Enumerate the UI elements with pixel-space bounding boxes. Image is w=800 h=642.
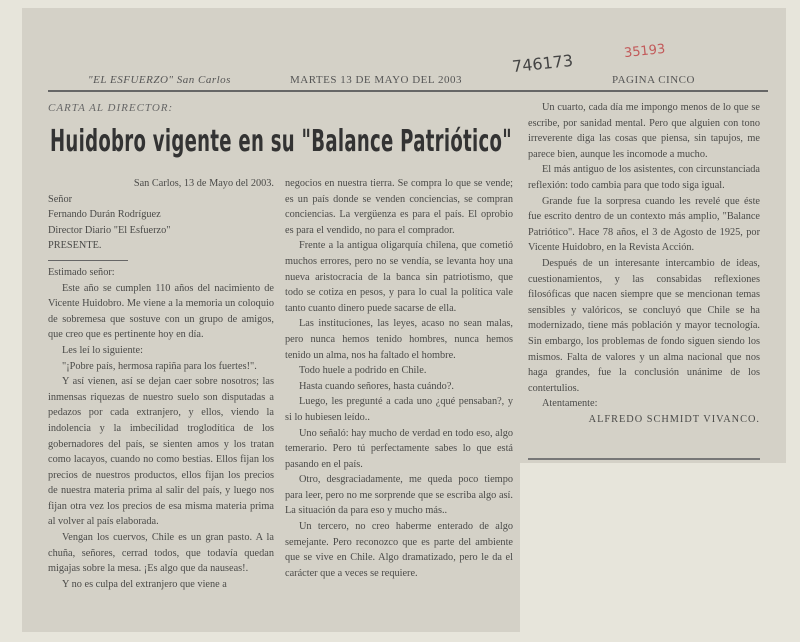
paragraph: Hasta cuando señores, hasta cuándo?. [299,380,454,392]
paragraph: Grande fue la sorpresa cuando les revelé que éste fue escrito dentro de un contexto más amplio, "Balance Patriótico". Hace 78 años, el 3 de Agosto de 1925, por Vicente Huidobro, en la Revista Acción. [528,195,760,254]
paragraph: Un tercero, no creo haberme enterado de algo semejante. Pero reconozco que es parte del ambiente que se vive en Chile. Algo dramatizado, pero le da el carácter que a veces se requiere. [285,521,513,579]
salutation: Señor [48,193,73,205]
paragraph: Uno señaló: hay mucho de verdad en todo eso, algo temerario. Pero tú perfectamente sabes lo que está pasando en el país. [285,427,513,470]
paragraph: Frente a la antigua oligarquía chilena, que cometió muchos errores, pero no se vendía, se levanta hoy una nueva aristocracia de la banca sin patriotismo, que todo se cotiza en pesos, y para lo cual la política vale tanto cuanto dinero puede sacarse de ella. [285,240,513,314]
separator [48,260,128,261]
issue-date: MARTES 13 DE MAYO DEL 2003 [290,74,462,86]
recipient-name: Fernando Durán Rodríguez [48,209,161,221]
paragraph: Después de un interesante intercambio de ideas, cuestionamientos, y las consabidas reflexiones filosóficas que nacen siempre que se mencionan temas sensibles y valóricos, se concluyó que Chile se ha modernizado, tiene más población y mayor tecnología. Sin embargo, los problemas de fondo siguen siendo los mismos. Falta de valores y un alma nacional que nos haga grandes, fue la conclusión unánime de los contertulios. [528,257,760,394]
column-1 [48,176,274,592]
paragraph: Todo huele a podrido en Chile. [299,365,427,377]
handwritten-red-number: 35193 [623,41,667,62]
paper-name: "EL ESFUERZO" San Carlos [88,74,231,86]
paragraph: Les leí lo siguiente: [62,344,143,356]
column-3 [528,100,760,427]
place-date: San Carlos, 13 de Mayo del 2003. [133,178,274,189]
signature: ALFREDO SCHMIDT VIVANCO. [588,413,760,425]
headline: Huidobro vigente en su "Balance Patriótico" [50,124,512,159]
cut-edge-rule [528,458,760,460]
paragraph: Las instituciones, las leyes, acaso no sean malas, pero nunca hemos tenido hombres, nunca hemos tenido un alma, nos ha faltado el hombre. [285,318,513,361]
paragraph: Otro, desgraciadamente, me queda poco tiempo para leer, pero no me sorprende que se escriba algo así. La situación da para eso y mucho más.. [285,474,513,517]
presente: PRESENTE. [48,240,102,252]
paragraph: El más antiguo de los asistentes, con circunstanciada reflexión: todo cambia para que todo siga igual. [528,164,760,191]
header-rule [48,90,768,92]
handwritten-number: 746173 [511,50,574,77]
paragraph: Un cuarto, cada día me impongo menos de lo que se escribe, por sanidad mental. Pero que alguien con tono irreverente diga las cosas que piensa, sin tapujos, me parece bien, aunque les incomode a mucho. [528,102,760,160]
paragraph: Este año se cumplen 110 años del nacimiento de Vicente Huidobro. Me viene a la memoria un coloquio de sobremesa que sostuve con un grupo de amigos, que creo que es pertinente hoy en día. [48,282,274,341]
closing: Atentamente: [542,398,598,410]
greeting: Estimado señor: [48,266,115,278]
column-2 [285,176,513,581]
page-label: PAGINA CINCO [612,74,695,86]
paragraph: Y así vienen, así se dejan caer sobre nosotros; las inmensas riquezas de nuestro suelo son disputadas a pedazos por cada extranjero, y ellos, viendo la indolencia y la imbecilidad troglodítica de los gobernadores del país, se sienten amos y los tratan como lacayos, cuando no como bestias. Ellos fijan los precios de nuestros productos, ellos fijan los precios de nuestra materia prima al salir del país, y luego nos fijan otra vez los precios de esa misma materia prima al volver al país elaborada. [48,376,274,528]
paragraph: Vengan los cuervos, Chile es un gran pasto. A la chuña, señores, cerrad todos, que todavía quedan migajas sobre la mesa. ¡Es algo que da nauseas!. [48,532,274,575]
paragraph: Y no es culpa del extranjero que viene a [62,578,227,590]
recipient-role: Director Diario "El Esfuerzo" [48,224,171,236]
paragraph: Luego, les pregunté a cada uno ¿qué pensaban?, y si lo hubiesen leído.. [285,396,513,423]
paragraph: negocios en nuestra tierra. Se compra lo que se vende; es un país donde se venden conciencias, se compran conciencias. La vergüenza es para el país. El oprobio es para el vendido, no para el comprador. [285,178,513,236]
section-kicker: CARTA AL DIRECTOR: [48,102,174,114]
paragraph: "¡Pobre país, hermosa rapiña para los fuertes!". [62,360,257,372]
